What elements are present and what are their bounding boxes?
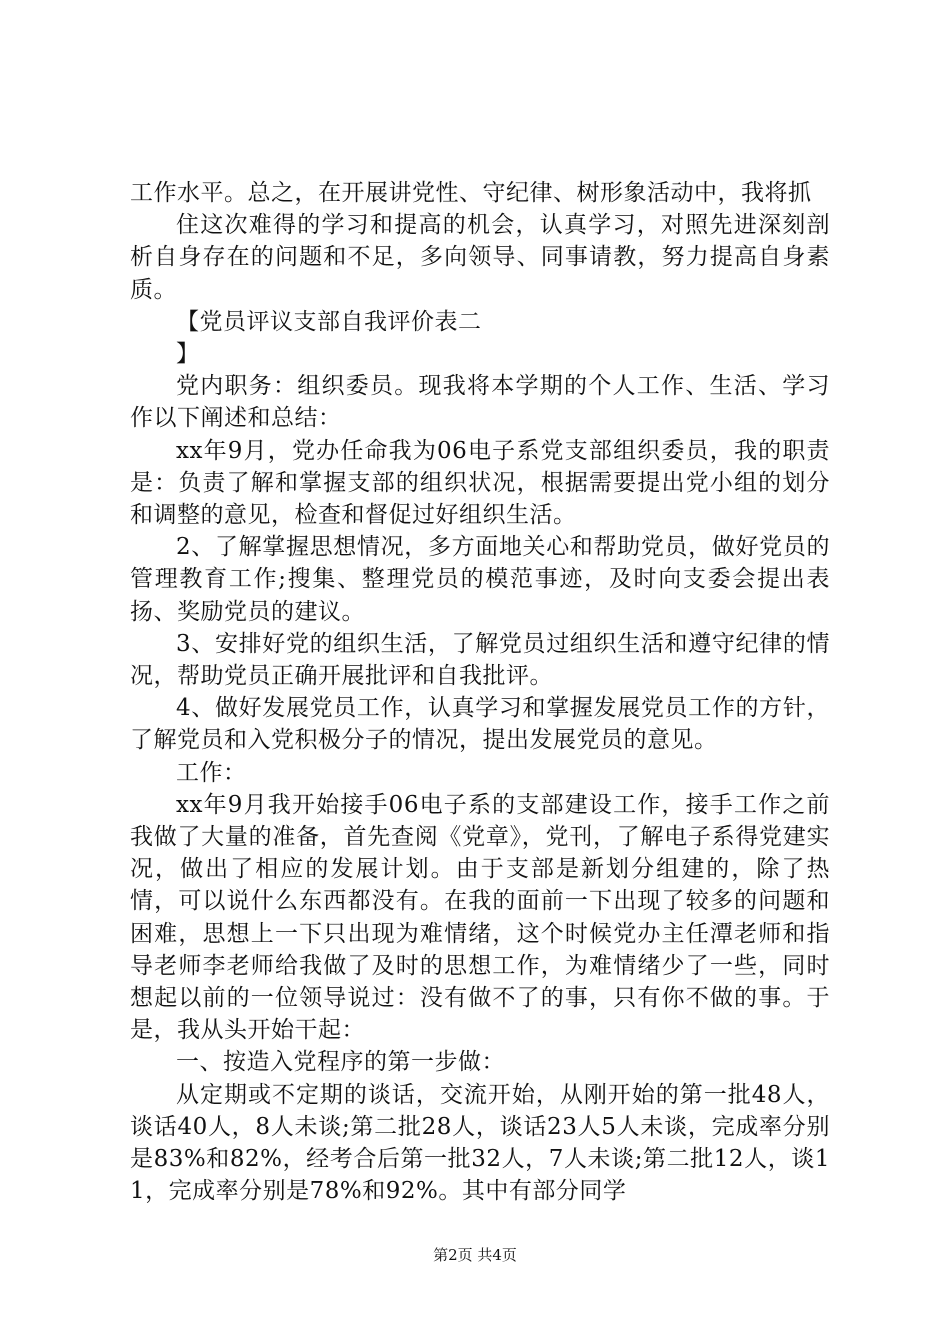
page-footer: 第2页 共4页: [433, 1246, 517, 1264]
body-paragraph: 3、安排好党的组织生活，了解党员过组织生活和遵守纪律的情况，帮助党员正确开展批评和自我批评。: [130, 630, 830, 690]
body-paragraph: 一、按造入党程序的第一步做：: [176, 1049, 505, 1076]
body-paragraph: 党内职务：组织委员。现我将本学期的个人工作、生活、学习作以下阐述和总结：: [130, 373, 830, 432]
body-paragraph: 】: [176, 341, 200, 368]
body-paragraph: 工作水平。总之，在开展讲党性、守纪律、树形象活动中，我将抓: [130, 180, 812, 206]
body-paragraph: xx年9月我开始接手06电子系的支部建设工作，接手工作之前我做了大量的准备，首先查阅《党章》，党刊，了解电子系得党建实况，做出了相应的发展计划。由于支部是新划分组建的，除了热情，可以说什么东西都没有。在我的面前一下出现了较多的问题和困难，思想上一下只出现为难情绪，这个时候党办主任潭老师和指导老师李老师给我做了及时的思想工作，为难情绪少了一些，同时想起以前的一位领导说过：没有做不了的事，只有你不做的事。于是，我从头开始干起：: [130, 791, 830, 1044]
body-paragraph: xx年9月，党办任命我为06电子系党支部组织委员，我的职责是：负责了解和掌握支部的组织状况，根据需要提出党小组的划分和调整的意见，检查和督促过好组织生活。: [130, 437, 830, 529]
body-paragraph: 工作：: [176, 759, 247, 786]
body-paragraph: 从定期或不定期的谈话，交流开始，从刚开始的第一批48人，谈话40人，8人未谈;第二批28人，谈话23人5人未谈，完成率分别是83%和82%，经考合后第一批32人，7人未谈;第二批12人，谈11，完成率分别是78%和92%。其中有部分同学: [130, 1081, 830, 1205]
body-paragraph: 【党员评议支部自我评价表二: [176, 308, 482, 335]
body-paragraph: 住这次难得的学习和提高的机会，认真学习，对照先进深刻剖析自身存在的问题和不足，多向领导、同事请教，努力提高自身素质。: [130, 212, 830, 303]
body-paragraph: 4、做好发展党员工作，认真学习和掌握发展党员工作的方针，了解党员和入党积极分子的情况，提出发展党员的意见。: [130, 695, 830, 754]
body-paragraph: 2、了解掌握思想情况，多方面地关心和帮助党员，做好党员的管理教育工作;搜集、整理党员的模范事迹，及时向支委会提出表扬、奖励党员的建议。: [130, 534, 830, 625]
document-body: [130, 177, 830, 1208]
